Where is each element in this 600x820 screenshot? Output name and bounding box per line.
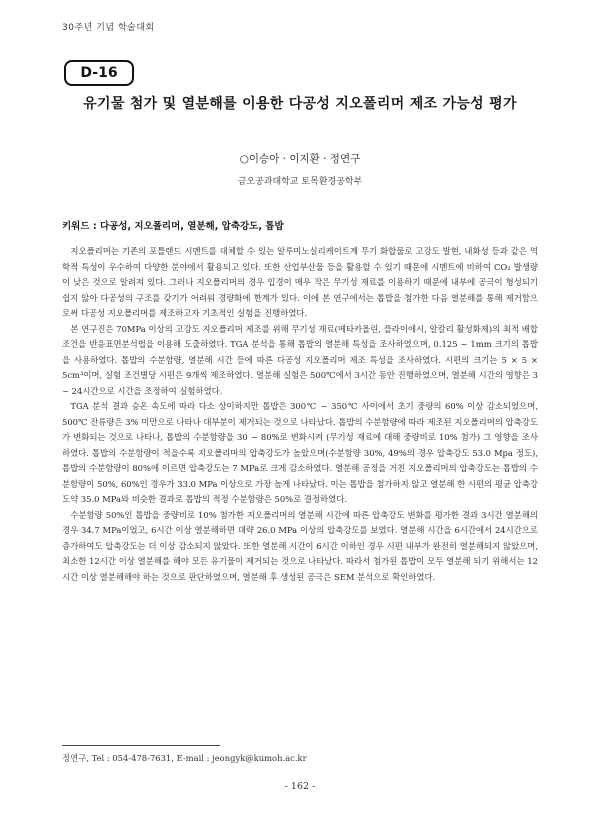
- contact-footnote: 정연구, Tel : 054-478-7631, E-mail : jeongyk@kumoh.ac.kr: [62, 753, 307, 763]
- page-number: - 162 -: [284, 781, 316, 792]
- paper-code-badge: D-16: [64, 60, 134, 86]
- abstract-body: [62, 244, 538, 585]
- affiliation: 금오공과대학교 토목환경공학부: [237, 177, 363, 187]
- paper-title: 유기물 첨가 및 열분해를 이용한 다공성 지오폴리머 제조 가능성 평가: [83, 96, 517, 112]
- author-list: ○이승아 · 이지환 · 정연구: [239, 153, 361, 165]
- paragraph: TGA 분석 결과 승온 속도에 따라 다소 상이하지만 톱밥은 300℃ ~ 350℃ 사이에서 초기 중량의 60% 이상 감소되었으며, 500℃ 잔류량은 3% 미만으로 나타나 대부분이 제거되는 것으로 나타났다. 톱밥의 수분함량에 따라 제조된 지오폴리머의 압축강도가 변화되는 것으로 나타나, 톱밥의 수분함량을 30 ~ 80%로 변화시켜 (무기성 재료에 대해 중량비로 10% 첨가) 그 영향을 조사하였다. 톱밥의 수분함량이 적을수록 지오폴리머의 압축강도가 높았으며(수분함량 30%, 49%의 경우 압축강도 53.0 Mpa 정도), 톱밥의 수분함량이 80%에 이르면 압축강도는 7 MPa로 크게 감소하였다. 열분해 공정을 거친 지오폴리머의 압축강도는 톱밥의 수분함량이 50%, 60%인 경우가 33.0 MPa 이상으로 가장 높게 나타났다. 이는 톱밥을 첨가하지 않고 열분해 한 시편의 평균 압축강도약 35.0 MPa와 비슷한 결과로 톱밥의 적정 수분함량은 50%로 결정하였다.: [62, 401, 538, 504]
- keywords: 키워드 : 다공성, 지오폴리머, 열분해, 압축강도, 톱밥: [62, 221, 284, 232]
- paragraph: 지오폴리머는 기존의 포틀랜드 시멘트를 대체할 수 있는 알루미노실리케이트계 무기 화합물로 고강도 발현, 내화성 등과 같은 역학적 특성이 우수하여 다양한 분야에서 활용되고 있다. 또한 산업부산물 등을 활용할 수 있기 때문에 시멘트에 비하여 CO₂ 발생량이 낮은 것으로 알려져 있다. 그러나 지오폴리머의 경우 입경이 매우 작은 무기성 재료를 이용하기 때문에 내부에 공극이 형성되기 쉽지 않아 다공성의 구조를 갖기가 어려워 경량화에 한계가 있다. 이에 본 연구에서는 톱밥을 첨가한 다음 열분해를 통해 제거함으로써 다공성 지오폴리머를 제조하고자 기초적인 실험을 진행하였다.: [62, 246, 538, 318]
- paragraph: 수분함량 50%인 톱밥을 중량비로 10% 첨가한 지오폴리머의 열분해 시간에 따른 압축강도 변화를 평가한 결과 3시간 열분해의 경우 34.7 MPa이었고, 6시간 이상 열분해하면 대략 26.0 MPa 이상의 압축강도를 보였다. 열분해 시간을 6시간에서 24시간으로 증가하여도 압축강도는 더 이상 감소되지 않았다. 또한 열분해 시간이 6시간 이하인 경우 시편 내부가 완전히 열분해되지 않았으며, 최소한 12시간 이상 열분해를 해야 모든 유기물이 제거되는 것으로 나타났다. 따라서 첨가된 톱밥이 모두 열분해 되기 위해서는 12시간 이상 열분해해야 하는 것으로 판단하였으며, 열분해 후 생성된 공극은 SEM 분석으로 확인하였다.: [62, 509, 538, 582]
- running-header: 30주년 기념 학술대회: [62, 23, 155, 33]
- footnote-divider: [62, 745, 220, 746]
- paragraph: 본 연구진은 70MPa 이상의 고강도 지오폴리머 제조를 위해 무기성 재료(메타카올린, 플라이애시, 알칼리 활성화제)의 최적 배합 조건을 반응표면분석법을 이용해 도출하였다. TGA 분석을 통해 톱밥의 열분해 특성을 조사하였으며, 0.125 ~ 1mm 크기의 톱밥을 사용하였다. 톱밥의 수분함량, 열분해 시간 등에 따른 다공성 지오폴리머 제조 특성을 조사하였다. 시편의 크기는 5 × 5 × 5cm³이며, 실험 조건별당 시편은 9개씩 제조하였다. 열분해 실험은 500℃에서 3시간 동안 진행하였으며, 열분해 시간의 영향은 3 ~ 24시간으로 시간을 조정하여 실험하였다.: [62, 323, 538, 396]
